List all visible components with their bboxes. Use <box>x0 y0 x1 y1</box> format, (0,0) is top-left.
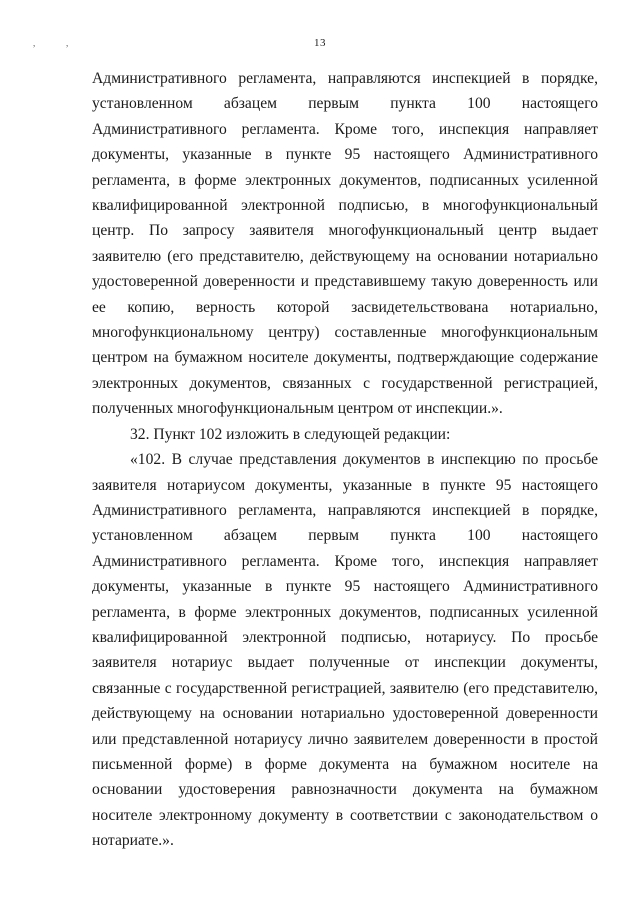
paragraph-item-102: «102. В случае представления документов в инспекцию по просьбе заявителя нотариусом документы, указанные в пункте 95 настоящего Административного регламента, направляются инспекцией в порядке, установленном абзацем первым пункта 100 настоящего Административного регламента. Кроме того, инспекция направляет документы, указанные в пункте 95 настоящего Административного регламента, в форме электронных документов, подписанных усиленной квалифицированной электронной подписью, нотариусу. По просьбе заявителя нотариус выдает полученные от инспекции документы, связанные с государственной регистрацией, заявителю (его представителю, действующему на основании нотариально удостоверенной доверенности или представленной нотариусу лично заявителем доверенности в простой письменной форме) в форме документа на бумажном носителе на основании удостоверения равнозначности документа на бумажном носителе электронному документу в соответствии с законодательством о нотариате.». <box>92 451 598 850</box>
paragraph-continuation: Административного регламента, направляются инспекцией в порядке, установленном абзацем первым пункта 100 настоящего Административного регламента. Кроме того, инспекция направляет документы, указанные в пункте 95 настоящего Административного регламента, в форме электронных документов, подписанных усиленной квалифицированной электронной подписью, в многофункциональный центр. По запросу заявителя многофункциональный центр выдает заявителю (его представителю, действующему на основании нотариально удостоверенной доверенности и представившему такую доверенность или ее копию, верность которой засвидетельствована нотариально, многофункциональному центру) составленные многофункциональным центром на бумажном носителе документы, подтверждающие содержание электронных документов, связанных с государственной регистрацией, полученных многофункциональным центром от инспекции.». <box>92 70 598 418</box>
document-body <box>92 66 598 854</box>
margin-mark: , <box>33 38 36 48</box>
page-number: 13 <box>314 37 326 49</box>
paragraph-item-32: 32. Пункт 102 изложить в следующей редакции: <box>130 425 451 443</box>
margin-mark: , <box>66 38 69 48</box>
